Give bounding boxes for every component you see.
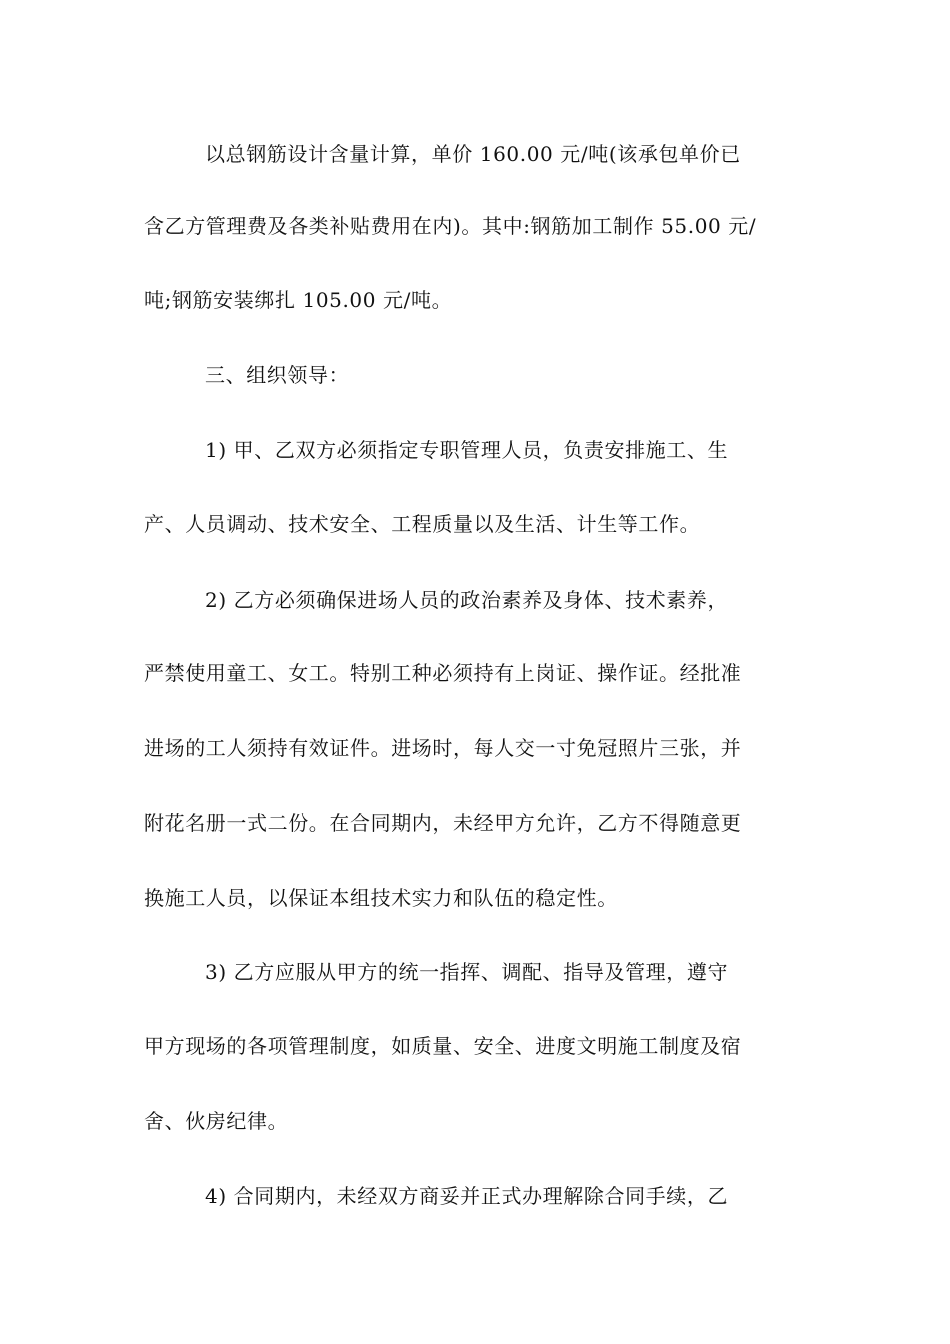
text-line: 附花名册一式二份。在合同期内，未经甲方允许，乙方不得随意更 bbox=[144, 811, 742, 835]
section-heading: 三、组织领导： bbox=[205, 363, 350, 387]
text-line: 产、人员调动、技术安全、工程质量以及生活、计生等工作。 bbox=[144, 512, 701, 536]
text-line: 2) 乙方必须确保进场人员的政治素养及身体、技术素养， bbox=[205, 588, 729, 612]
text-line: 甲方现场的各项管理制度，如质量、安全、进度文明施工制度及宿 bbox=[144, 1034, 742, 1058]
text-line: 3) 乙方应服从甲方的统一指挥、调配、指导及管理，遵守 bbox=[205, 960, 729, 984]
text-line: 1) 甲、乙双方必须指定专职管理人员，负责安排施工、生 bbox=[205, 438, 729, 462]
text-line: 换施工人员，以保证本组技术实力和队伍的稳定性。 bbox=[144, 886, 618, 910]
text-line: 以总钢筋设计含量计算，单价 160.00 元/吨(该承包单价已 bbox=[205, 142, 741, 166]
text-line: 舍、伙房纪律。 bbox=[144, 1109, 289, 1133]
text-line: 严禁使用童工、女工。特别工种必须持有上岗证、操作证。经批准 bbox=[144, 661, 742, 685]
text-line: 4) 合同期内，未经双方商妥并正式办理解除合同手续，乙 bbox=[205, 1184, 729, 1208]
text-line: 含乙方管理费及各类补贴费用在内)。其中:钢筋加工制作 55.00 元/ bbox=[144, 214, 757, 238]
text-line: 吨;钢筋安装绑扎 105.00 元/吨。 bbox=[144, 288, 453, 312]
text-line: 进场的工人须持有效证件。进场时，每人交一寸免冠照片三张，并 bbox=[144, 736, 742, 760]
